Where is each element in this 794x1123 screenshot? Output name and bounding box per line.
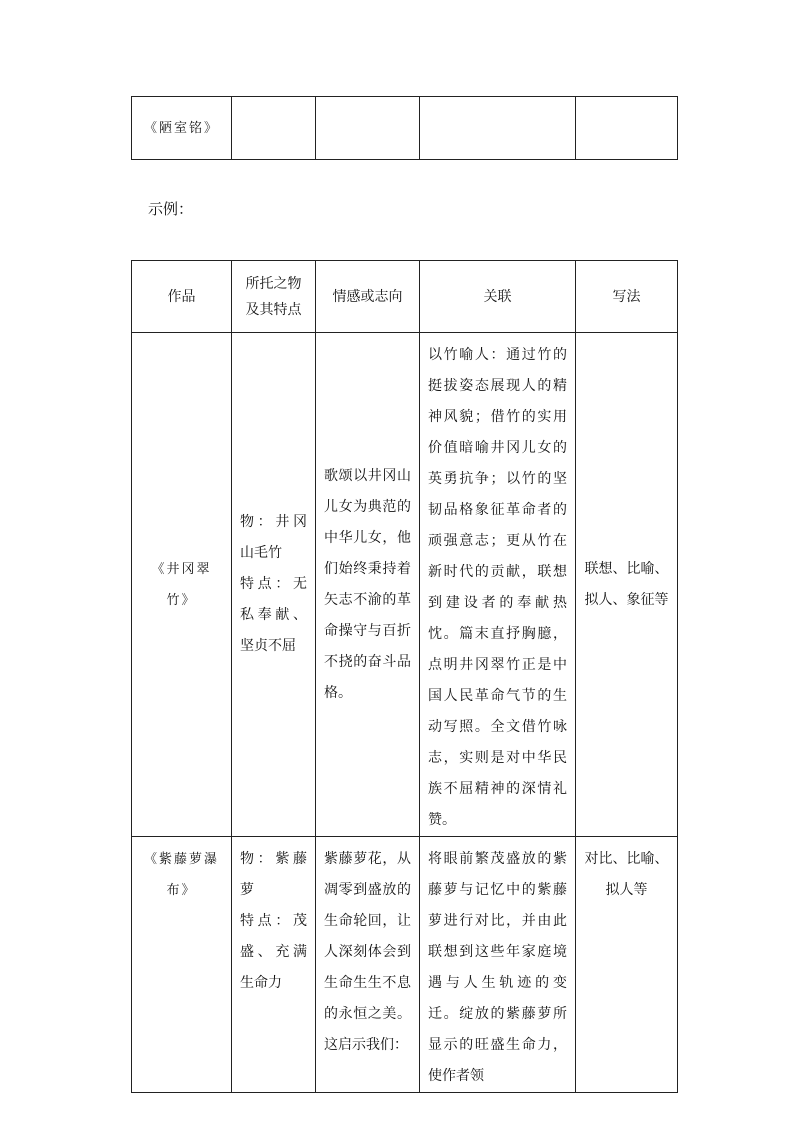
header-work: 作品 (132, 261, 232, 333)
relation-cell: 将眼前繁茂盛放的紫藤萝与记忆中的紫藤萝进行对比，并由此联想到这些年家庭境遇与人生轨迹的变迁。绽放的紫藤萝所显示的旺盛生命力，使作者领 (420, 837, 576, 1093)
example-table (131, 260, 678, 1093)
table-row (132, 97, 678, 160)
table-header-row (132, 261, 678, 333)
top-table (131, 96, 678, 160)
object-cell: 物：紫藤萝 特点：茂盛、充满生命力 (232, 837, 316, 1093)
object-cell: 物：井冈山毛竹 特点：无私奉献、坚贞不屈 (232, 333, 316, 837)
object-cell (232, 97, 316, 160)
relation-cell: 以竹喻人：通过竹的挺拔姿态展现人的精神风貌；借竹的实用价值暗喻井冈儿女的英勇抗争；以竹的坚韧品格象征革命者的顽强意志；更从竹在新时代的贡献，联想到建设者的奉献热忱。篇末直抒胸臆，点明井冈翠竹正是中国人民革命气节的生动写照。全文借竹咏志，实则是对中华民族不屈精神的深情礼赞。 (420, 333, 576, 837)
technique-cell: 对比、比喻、拟人等 (576, 837, 678, 1093)
emotion-cell (316, 97, 420, 160)
header-object-line1: 所托之物 (245, 275, 302, 292)
relation-cell (420, 97, 576, 160)
work-cell: 《陋室铭》 (132, 97, 232, 160)
example-label: 示例： (148, 200, 194, 218)
header-object-line2: 及其特点 (245, 301, 302, 318)
emotion-cell: 歌颂以井冈山儿女为典范的中华儿女，他们始终秉持着矢志不渝的革命操守与百折不挠的奋斗品格。 (316, 333, 420, 837)
emotion-cell: 紫藤萝花，从凋零到盛放的生命轮回，让人深刻体会到生命生生不息的永恒之美。这启示我们： (316, 837, 420, 1093)
header-relation: 关联 (420, 261, 576, 333)
work-cell: 《井冈翠竹》 (132, 333, 232, 837)
table-row (132, 333, 678, 837)
header-emotion: 情感或志向 (316, 261, 420, 333)
technique-cell: 联想、比喻、拟人、象征等 (576, 333, 678, 837)
work-cell: 《紫藤萝瀑布》 (132, 837, 232, 1093)
table-row (132, 837, 678, 1093)
header-technique: 写法 (576, 261, 678, 333)
technique-cell (576, 97, 678, 160)
header-object (232, 261, 316, 333)
